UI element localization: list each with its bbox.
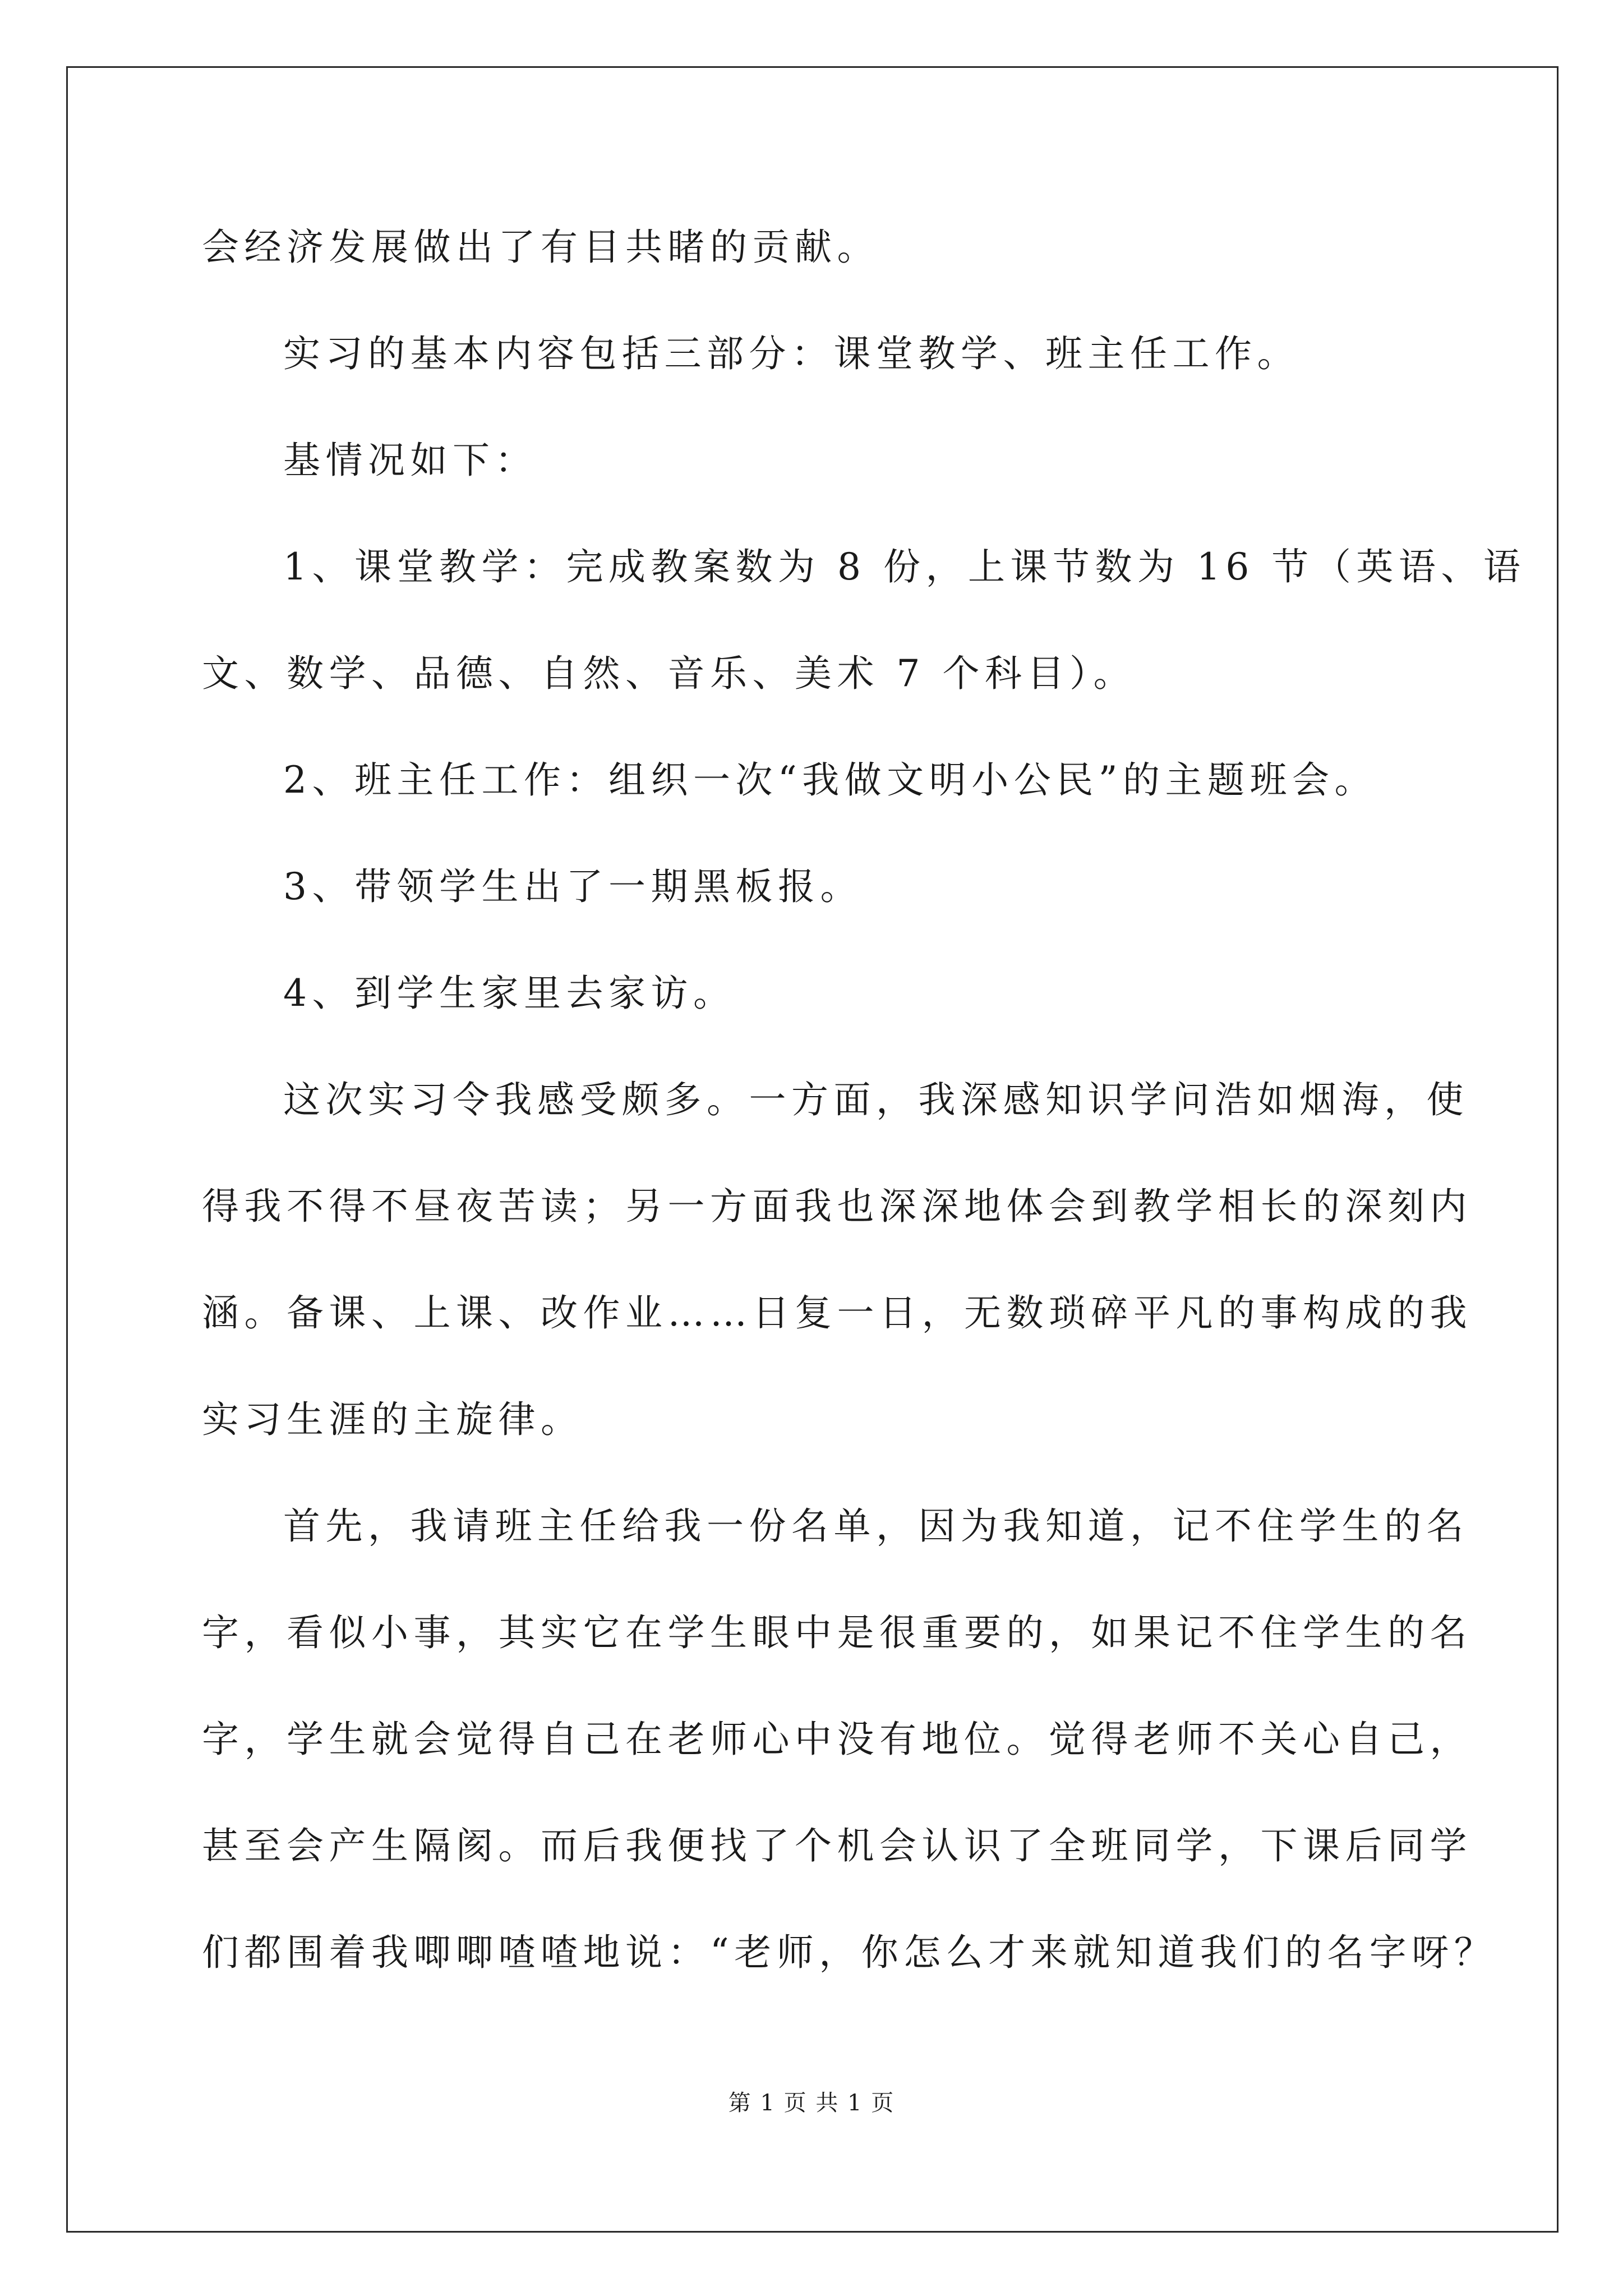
paragraph-8-line-1: 这次实习令我感受颇多。一方面，我深感知识学问浩如烟海，使 [283,1078,1469,1121]
page-number-footer: 第 1 页 共 1 页 [728,2090,895,2116]
paragraph-8-line-3: 涵。备课、上课、改作业……日复一日，无数琐碎平凡的事构成的我 [202,1291,1472,1335]
page-border [66,66,1559,2233]
paragraph-9-line-2: 字，看似小事，其实它在学生眼中是很重要的，如果记不住学生的名 [202,1611,1472,1654]
paragraph-9-line-3: 字，学生就会觉得自己在老师心中没有地位。觉得老师不关心自己， [202,1718,1472,1761]
paragraph-8-line-2: 得我不得不昼夜苦读；另一方面我也深深地体会到教学相长的深刻内 [202,1185,1472,1228]
paragraph-8-line-4: 实习生涯的主旋律。 [202,1398,583,1441]
paragraph-4-line-2: 文、数学、品德、自然、音乐、美术 7 个科目）。 [202,652,1136,695]
paragraph-4-line-1: 1、课堂教学：完成教案数为 8 份，上课节数为 16 节（英语、语 [283,545,1526,588]
paragraph-5-line-1: 2、班主任工作：组织一次“我做文明小公民”的主题班会。 [283,758,1377,802]
paragraph-9-line-1: 首先，我请班主任给我一份名单，因为我知道，记不住学生的名 [283,1504,1469,1548]
paragraph-2-line-1: 实习的基本内容包括三部分：课堂教学、班主任工作。 [283,332,1299,375]
paragraph-9-line-4: 甚至会产生隔阂。而后我便找了个机会认识了全班同学，下课后同学 [202,1824,1472,1867]
paragraph-3-line-1: 基情况如下： [283,439,537,482]
paragraph-6-line-1: 3、带领学生出了一期黑板报。 [283,865,863,908]
paragraph-9-line-5: 们都围着我唧唧喳喳地说：“老师，你怎么才来就知道我们的名字呀？ [202,1931,1497,1974]
paragraph-7-line-1: 4、到学生家里去家访。 [283,972,736,1015]
paragraph-1-line-1: 会经济发展做出了有目共睹的贡献。 [202,226,879,269]
